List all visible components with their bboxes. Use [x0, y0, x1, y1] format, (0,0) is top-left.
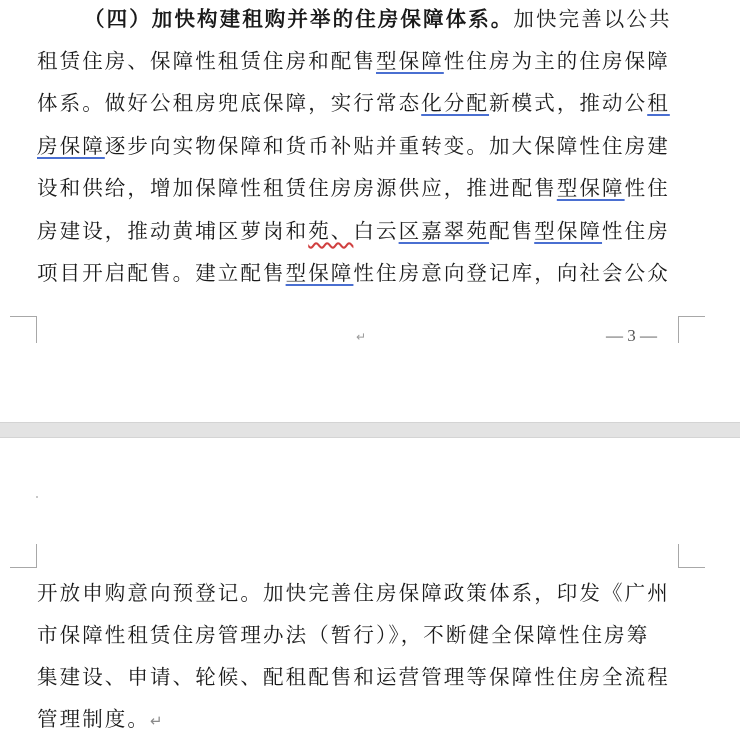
paragraph-line-9: 市保障性租赁住房管理办法（暂行）》，不断健全保障性住房筹 — [37, 625, 650, 647]
crop-mark-bottom-right — [678, 544, 705, 568]
grammar-underline[interactable]: 型保障 — [534, 221, 603, 243]
paragraph-line-5: 设和供给，增加保障性租赁住房房源供应，推进配售型保障性住 — [37, 178, 670, 200]
paragraph-line-8: 开放申购意向预登记。加快完善住房保障政策体系，印发《广州 — [37, 583, 670, 605]
section-heading: （四）加快构建租购并举的住房保障体系。 — [84, 9, 514, 31]
crop-mark-top-right — [678, 316, 705, 343]
grammar-underline[interactable]: 房保障 — [37, 136, 105, 158]
paragraph-line-10: 集建设、申请、轮候、配租配售和运营管理等保障性住房全流程 — [37, 667, 670, 689]
page-separator — [0, 422, 740, 438]
page-number: — 3 — — [606, 326, 657, 345]
paragraph-line-3: 体系。做好公租房兜底保障，实行常态化分配新模式，推动公租 — [37, 93, 670, 115]
grammar-underline[interactable]: 型保障 — [376, 51, 444, 73]
margin-dot — [36, 496, 38, 498]
paragraph-line-2: 租赁住房、保障性租赁住房和配售型保障性住房为主的住房保障 — [37, 51, 670, 73]
grammar-underline[interactable]: 化分配 — [421, 93, 490, 115]
crop-mark-top-left — [10, 316, 37, 343]
paragraph-line-7: 项目开启配售。建立配售型保障性住房意向登记库，向社会公众 — [37, 263, 670, 285]
spelling-underline[interactable]: 苑、 — [308, 221, 354, 243]
grammar-underline[interactable]: 租 — [647, 93, 670, 115]
paragraph-line-11: 管理制度。↵ — [37, 709, 163, 731]
paragraph-line-1: （四）加快构建租购并举的住房保障体系。加快完善以公共 — [84, 9, 672, 31]
grammar-underline[interactable]: 型保障 — [285, 263, 354, 285]
grammar-underline[interactable]: 区嘉翠苑 — [398, 221, 490, 243]
crop-mark-bottom-left — [10, 544, 37, 568]
paragraph-line-4: 房保障逐步向实物保障和货币补贴并重转变。加大保障性住房建 — [37, 136, 670, 158]
grammar-underline[interactable]: 型保障 — [556, 178, 625, 200]
paragraph-end-mark-icon: ↵ — [150, 712, 163, 730]
paragraph-mark-icon: ↵ — [356, 330, 367, 344]
paragraph-line-6: 房建设，推动黄埔区萝岗和苑、白云区嘉翠苑配售型保障性住房 — [37, 221, 670, 243]
